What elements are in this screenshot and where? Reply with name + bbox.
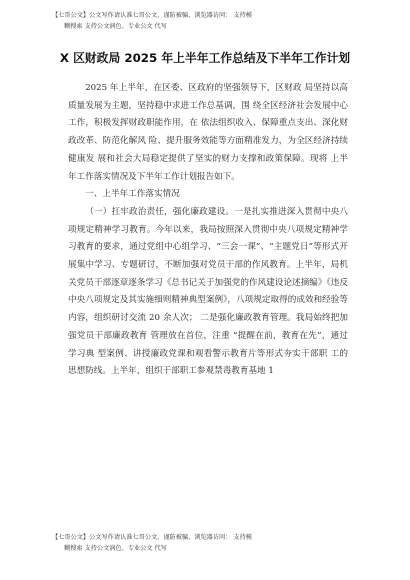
footer-line-2: 糊搜索 支持公文润色、专业公文 代写: [64, 545, 167, 552]
section-paragraph: （一）扛牢政治责任，强化廉政建设。一是扎实推进深入贯彻中央八项规定精神学习教育。今年以来，我局按照深入贯彻中央八项规定精神学习教育的要求，通过党组中心组学习、“三会一课”、“主题党日”等形式开展集中学习、专题研讨，不断加强对党员干部的作风教育。上半年，局机关党员干部逐章逐条学习《总书记关于加强党的作风建设论述摘编》《违反中央八项规定及其实施细则精神典型案例》，八项规定取得的成效和经验等内容，组织研讨交流 20 余人次； 二是强化廉政教育管理。我局始终把加强党员干部廉政教育 管理放在首位，注重 “提醒在前，教育在先”，通过学习典 型案例、讲授廉政党课和观看警示教育片等形式夯实干部职 工的思想防线。上半年，组织干部职工参观禁毒教育基地 1: [68, 206, 348, 377]
document-title: X 区财政局 2025 年上半年工作总结及下半年工作计划: [59, 51, 351, 65]
document-body: [68, 80, 348, 381]
header-line-1: 【七哥公文】公文写作请认准七哥公文、谨防被骗、浏览器访问： 支持模: [52, 12, 252, 19]
intro-paragraph: 2025 年上半年，在区委、区政府的坚强领导下，区财政 局坚持以高质量发展为主题，坚持稳中求进工作总基调，围 绕全区经济社会发展中心工作，积极发挥财政职能作用，在 依法组织收入、保障重点支出、深化财政改革、防范化解风 险、提升服务效能等方面精准发力，为全区经济持续健康发 展和社会大局稳定提供了坚实的财力支撑和政策保障。现将 上半年工作落实情况及下半年工作计划报告如下。: [68, 83, 348, 182]
section-heading: 一、上半年工作落实情况: [85, 189, 180, 200]
footer-line-1: 【七哥公文】公文写作请认准七哥公文、谨防被骗、浏览器访问： 支持模: [52, 534, 252, 541]
page-header-notice: [52, 10, 372, 32]
page-footer-notice: [52, 532, 372, 554]
header-line-2: 糊搜索 支持公文润色、专业公文 代写: [64, 23, 167, 30]
